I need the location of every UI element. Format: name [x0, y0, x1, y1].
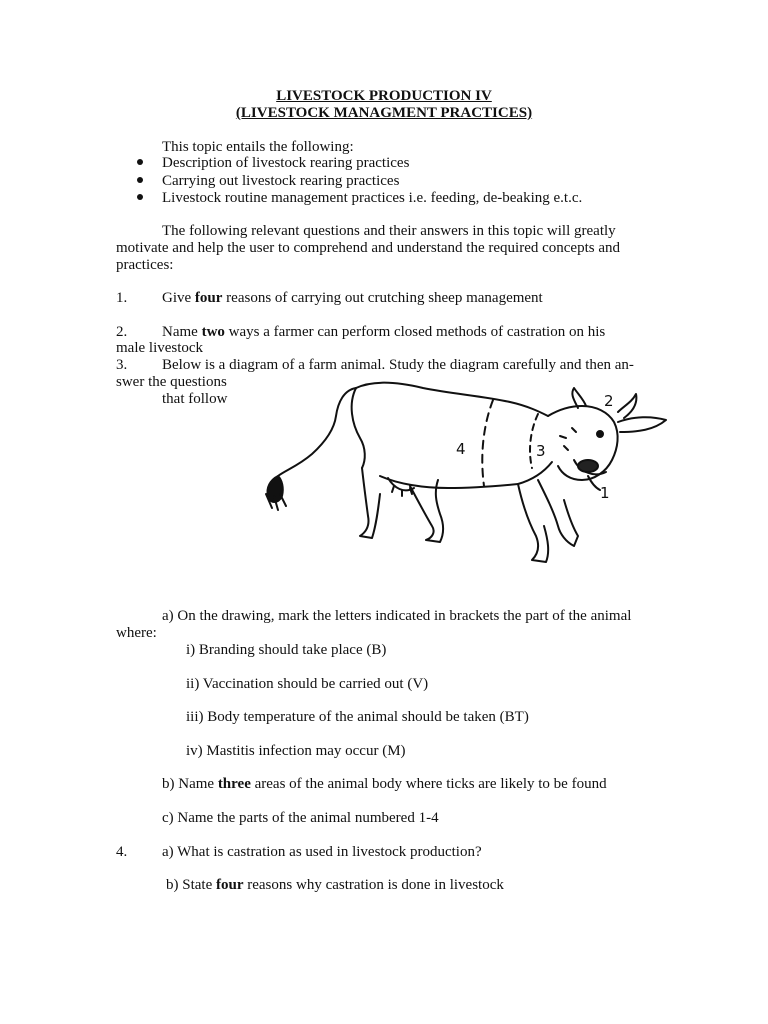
question-3b-text: b) Name three areas of the animal body where ticks are likely to be found [162, 776, 607, 792]
question-2-text: Name two ways a farmer can perform closed methods of castration on his [162, 324, 606, 340]
cow-hind-leg-2 [410, 480, 443, 542]
question-1-text: Give four reasons of carrying out crutching sheep management [162, 290, 543, 306]
bullet-item: Carrying out livestock rearing practices [162, 173, 400, 189]
question-number: 3. [116, 357, 128, 373]
question-4b-text: b) State four reasons why castration is done in livestock [166, 877, 504, 893]
bullet-dot [137, 177, 143, 183]
diagram-label-3: 3 [536, 442, 546, 460]
dashed-line-body [482, 400, 493, 486]
cow-front-leg-2 [538, 480, 578, 546]
bullet-dot [137, 159, 143, 165]
bullet-item: Livestock routine management practices i.e. feeding, de-beaking e.t.c. [162, 190, 583, 206]
title-line-1: LIVESTOCK PRODUCTION IV [276, 88, 492, 104]
paragraph-line: practices: [116, 257, 174, 273]
question-number: 2. [116, 324, 128, 340]
question-number: 1. [116, 290, 128, 306]
question-3a-item: ii) Vaccination should be carried out (V) [186, 676, 429, 692]
cow-hindquarter [352, 388, 365, 468]
cow-diagram [248, 376, 672, 578]
question-3-text: Below is a diagram of a farm animal. Study the diagram carefully and then an- [162, 357, 634, 373]
question-3c-text: c) Name the parts of the animal numbered 1-4 [162, 810, 439, 826]
cow-front-leg [518, 484, 548, 562]
cow-brisket [518, 462, 552, 484]
cow-hind-leg [360, 468, 380, 538]
diagram-label-2: 2 [604, 392, 614, 410]
cow-horn-right [618, 394, 636, 418]
cow-tail [278, 388, 356, 476]
question-3a-continuation: where: [116, 625, 157, 641]
cow-belly [380, 476, 518, 488]
question-3a-item: iii) Body temperature of the animal should be taken (BT) [186, 709, 529, 725]
question-number: 4. [116, 844, 128, 860]
question-2-continuation: male livestock [116, 340, 204, 356]
paragraph-line: The following relevant questions and their answers in this topic will greatly [162, 223, 616, 239]
diagram-label-1: 1 [600, 484, 610, 502]
question-3a-item: i) Branding should take place (B) [186, 642, 387, 658]
cow-ear [618, 417, 666, 432]
question-3-continuation: swer the questions [116, 374, 227, 390]
question-3a-text: a) On the drawing, mark the letters indicated in brackets the part of the animal [162, 608, 632, 624]
cow-back-outline [356, 383, 548, 416]
title-line-2: (LIVESTOCK MANAGMENT PRACTICES) [235, 105, 533, 121]
question-3a-item: iv) Mastitis infection may occur (M) [186, 743, 406, 759]
question-3-continuation: that follow [162, 391, 228, 407]
bullet-dot [137, 194, 143, 200]
question-4a-text: a) What is castration as used in livestock production? [162, 844, 482, 860]
cow-horn-left [572, 388, 586, 408]
intro-text: This topic entails the following: [162, 139, 354, 155]
diagram-label-4: 4 [456, 440, 466, 458]
paragraph-line: motivate and help the user to comprehend and understand the required concepts and [116, 240, 620, 256]
bullet-item: Description of livestock rearing practices [162, 155, 410, 171]
